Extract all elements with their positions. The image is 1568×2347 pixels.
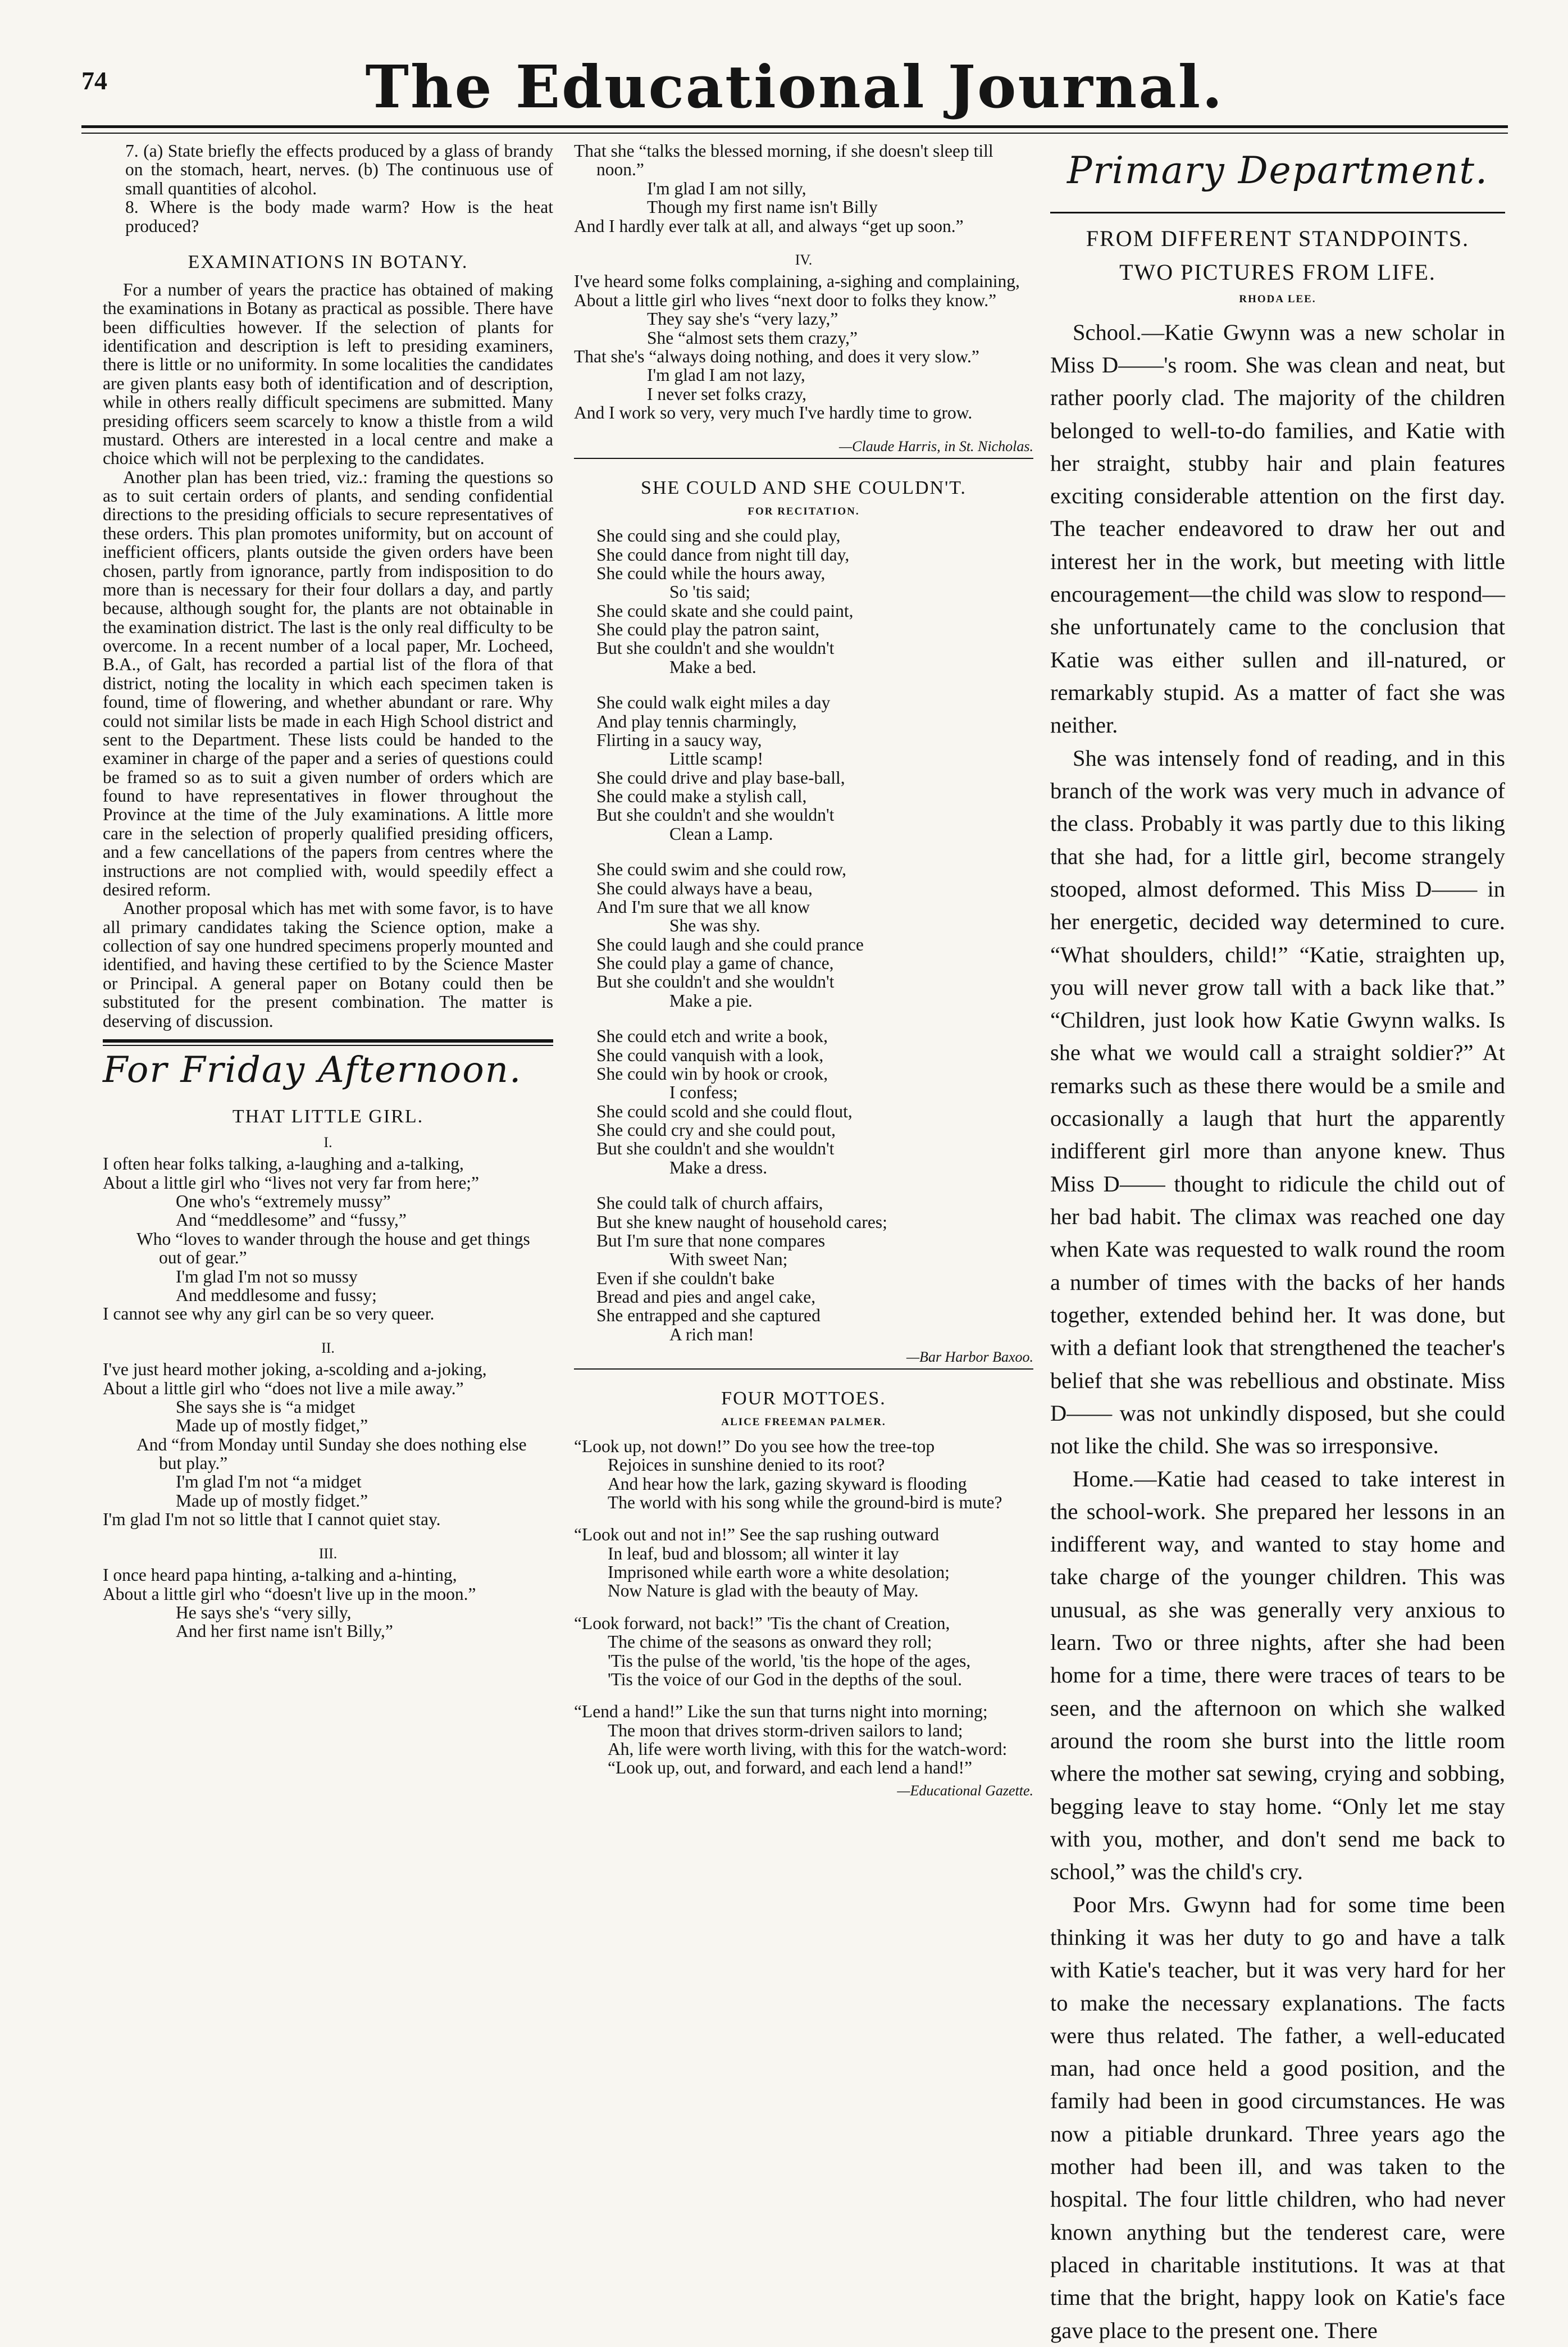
stanza-number: I. <box>323 1134 332 1150</box>
verse-line: And I hardly ever talk at all, and always “get up soon.” <box>574 216 964 236</box>
section-divider <box>574 458 1033 459</box>
stanza <box>103 1360 553 1529</box>
verse-line: Little scamp! <box>669 749 764 769</box>
verse-line: Flirting in a saucy way, <box>596 730 762 750</box>
story-byline: RHODA LEE. <box>1239 293 1316 306</box>
verse-line: And play tennis charmingly, <box>596 711 797 731</box>
verse-line: She could talk of church affairs, <box>596 1193 823 1213</box>
verse-line: That she's “always doing nothing, and does it very slow.” <box>574 346 979 366</box>
motto-stanza <box>574 1702 1033 1777</box>
attribution: —Bar Harbor Baxoo. <box>906 1349 1033 1366</box>
verse-line: The moon that drives storm-driven sailors to land; <box>608 1720 963 1740</box>
verse-line: She could etch and write a book, <box>596 1026 828 1047</box>
stanza <box>574 1194 1033 1344</box>
friday-afternoon-heading: For Friday Afternoon. <box>103 1049 522 1091</box>
story-paragraph: She was intensely fond of reading, and in this branch of the work was very much in advance of the class. Probably it was partly due to this liking that she had, for a little girl, become strangely stooped, almost deformed. This Miss D—— in her energetic, decided way determined to cure. “What shoulders, child!” “Katie, straighten up, you will never grow tall with a back like that.” “Children, just look how Katie Gwynn walks. Is she what we would call a straight soldier?” At remarks such as these there would be a smile and occasionally a laugh that hurt the apparently indifferent girl more than anyone knew. Thus Miss D—— thought to ridicule the child out of her bad habit. The climax was reached one day when Kate was requested to walk round the room a number of times with the backs of her hands together, extended behind her. It was done, but with a defiant look that strengthened the teacher's belief that she was rebellious and obstinate. Miss D—— was not unkindly disposed, but she could not like the child. She was so irresponsive. <box>1050 745 1505 1459</box>
verse-line: I confess; <box>669 1082 738 1103</box>
verse-line: About a little girl who lives “next door to folks they know.” <box>574 290 997 310</box>
verse-line: And meddlesome and fussy; <box>176 1285 377 1305</box>
section-rule <box>103 1039 553 1043</box>
story-subtitle: TWO PICTURES FROM LIFE. <box>1119 259 1436 285</box>
verse-line: She could laugh and she could prance <box>596 934 864 954</box>
verse-line: With sweet Nan; <box>669 1249 788 1270</box>
column-left <box>103 142 553 2096</box>
section-rule-thin <box>103 1045 553 1046</box>
verse-line: He says she's “very silly, <box>176 1602 352 1622</box>
verse-line: But she couldn't and she wouldn't <box>596 972 835 992</box>
verse-line: But she couldn't and she wouldn't <box>596 1139 835 1159</box>
stanza <box>574 1027 1033 1177</box>
stanza <box>574 860 1033 1010</box>
verse-line: I've just heard mother joking, a-scolding and a-joking, <box>103 1359 487 1380</box>
verse-line: “Look up, out, and forward, and each lend a hand!” <box>608 1758 972 1778</box>
verse-line: She could sing and she could play, <box>596 526 841 546</box>
verse-line: She could play the patron saint, <box>596 620 820 639</box>
verse-line: I'm glad I am not lazy, <box>647 365 805 385</box>
verse-line: I've heard some folks complaining, a-sighing and complaining, <box>574 271 1020 292</box>
verse-line: A rich man! <box>669 1324 754 1344</box>
verse-line: So 'tis said; <box>669 582 750 602</box>
verse-line: And hear how the lark, gazing skyward is flooding <box>608 1473 967 1494</box>
question-8: 8. Where is the body made warm? How is the heat produced? <box>125 197 553 236</box>
column-middle <box>574 142 1033 2096</box>
verse-line: Clean a Lamp. <box>669 824 773 844</box>
stanza <box>574 693 1033 843</box>
verse-line: I never set folks crazy, <box>647 384 806 404</box>
verse-line: Who “loves to wander through the house and get things out of gear.” <box>136 1229 535 1268</box>
poem-author: ALICE FREEMAN PALMER. <box>721 1416 886 1428</box>
verse-line: I often hear folks talking, a-laughing and a-talking, <box>103 1154 464 1174</box>
verse-line: Made up of mostly fidget,” <box>176 1416 368 1436</box>
section-rule <box>1050 212 1505 213</box>
verse-line: But I'm sure that none compares <box>596 1230 826 1250</box>
verse-line: Make a pie. <box>669 990 753 1011</box>
poem-title: THAT LITTLE GIRL. <box>232 1106 424 1127</box>
botany-paragraph: For a number of years the practice has obtained of making the examinations in Botany as practical as possible. There have been difficulties however. If the selection of plants for identification and description is left to presiding examiners, there is little or no uniformity. In some localities the candidates are given plants easy both of identification and of description, while in others really difficult specimens are submitted. Many presiding officers seem scarcely to know a thistle from a wild mustard. Others are interested in a local centre and make a choice which will not be perplexing to the candidates. <box>103 279 553 469</box>
verse-line: In leaf, bud and blossom; all winter it lay <box>608 1543 899 1563</box>
verse-line: Even if she couldn't bake <box>596 1268 775 1288</box>
verse-line: And her first name isn't Billy,” <box>176 1621 393 1641</box>
verse-line: They say she's “very lazy,” <box>647 309 838 329</box>
verse-line: Make a dress. <box>669 1157 768 1177</box>
verse-line: And “from Monday until Sunday she does nothing else but play.” <box>136 1434 531 1473</box>
poem-subheading: FOR RECITATION. <box>747 506 860 517</box>
verse-line: I once heard papa hinting, a-talking and a-hinting, <box>103 1565 457 1585</box>
verse-line: She could play a game of chance, <box>596 953 834 973</box>
verse-line: 'Tis the pulse of the world, 'tis the hope of the ages, <box>608 1650 971 1671</box>
question-7: 7. (a) State briefly the effects produced by a glass of brandy on the stomach, heart, nerves. (b) The continuous use of small quantities of alcohol. <box>125 141 553 198</box>
stanza <box>574 142 1033 235</box>
verse-line: She could vanquish with a look, <box>596 1045 824 1065</box>
masthead-rule <box>81 125 1508 128</box>
stanza <box>103 1566 553 1641</box>
verse-line: I'm glad I'm not so mussy <box>176 1266 358 1286</box>
stanza-number: III. <box>318 1545 338 1562</box>
primary-department-heading: Primary Department. <box>1066 149 1489 192</box>
verse-line: She could make a stylish call, <box>596 786 807 806</box>
verse-line: But she couldn't and she wouldn't <box>596 805 835 825</box>
verse-line: I'm glad I'm not so little that I cannot quiet stay. <box>103 1509 441 1530</box>
verse-line: She could while the hours away, <box>596 563 826 583</box>
verse-line: And I'm sure that we all know <box>596 897 810 917</box>
journal-title: The Educational Journal. <box>365 52 1224 121</box>
verse-line: She says she is “a midget <box>176 1397 355 1417</box>
stanza <box>574 526 1033 676</box>
verse-line: I cannot see why any girl can be so very queer. <box>103 1304 435 1324</box>
story-paragraph: Poor Mrs. Gwynn had for some time been thinking it was her duty to go and have a talk with Katie's teacher, but it was very hard for her to make the necessary explanations. The facts were thus related. The father, a well-educated man, had once held a good position, and the family had been in good circumstances. He was now a pitiable drunkard. Three years ago the mother had been ill, and was taken to the hospital. The four little children, who had never known anything but the tenderest care, were placed in charitable institutions. It was at that time that the bright, happy look on Katie's face gave place to the present one. There <box>1050 1891 1505 2343</box>
verse-line: About a little girl who “lives not very far from here;” <box>103 1172 480 1193</box>
verse-line: Now Nature is glad with the beauty of May. <box>608 1581 919 1601</box>
motto-stanza <box>574 1437 1033 1512</box>
stanza-number: IV. <box>795 251 813 268</box>
stanza <box>574 272 1033 422</box>
verse-line: The world with his song while the ground-bird is mute? <box>608 1492 1002 1512</box>
verse-line: She could dance from night till day, <box>596 544 850 565</box>
verse-line: She could win by hook or crook, <box>596 1063 828 1084</box>
verse-line: Bread and pies and angel cake, <box>596 1287 816 1307</box>
section-divider <box>574 1368 1033 1370</box>
stanza-number: II. <box>321 1339 335 1356</box>
verse-line: Ah, life were worth living, with this for the watch-word: <box>608 1739 1008 1759</box>
motto-stanza <box>574 1525 1033 1600</box>
page-number: 74 <box>81 66 107 95</box>
verse-line: About a little girl who “doesn't live up in the moon.” <box>103 1584 476 1604</box>
verse-line: But she knew naught of household cares; <box>596 1212 887 1232</box>
verse-line: She could always have a beau, <box>596 878 813 898</box>
masthead <box>81 53 1508 138</box>
verse-line: She could swim and she could row, <box>596 859 847 880</box>
verse-line: She could skate and she could paint, <box>596 601 854 621</box>
column-right <box>1050 142 1505 2343</box>
verse-line: “Look out and not in!” See the sap rushing outward <box>574 1525 939 1545</box>
verse-line: About a little girl who “does not live a mile away.” <box>103 1378 464 1398</box>
verse-line: That she “talks the blessed morning, if she doesn't sleep till noon.” <box>574 141 998 180</box>
attribution: —Claude Harris, in St. Nicholas. <box>839 438 1033 455</box>
verse-line: She entrapped and she captured <box>596 1306 821 1326</box>
verse-line: “Look forward, not back!” 'Tis the chant of Creation, <box>574 1613 950 1633</box>
verse-line: And “meddlesome” and “fussy,” <box>176 1210 407 1230</box>
story-paragraph: Home.—Katie had ceased to take interest in the school-work. She prepared her lessons in an indifferent way, and wanted to stay home and take charge of the younger children. This was unusual, as she was generally very anxious to learn. Two or three nights, after she had been home for a time, there were traces of tears to be seen, and the afternoon on which she walked around the room she burst into the little room where the mother sat sewing, crying and sobbing, begging leave to stay home. “Only let me stay with you, mother, and don't send me back to school,” was the child's cry. <box>1050 1466 1505 1885</box>
verse-line: One who's “extremely mussy” <box>176 1191 391 1212</box>
verse-line: “Look up, not down!” Do you see how the tree-top <box>574 1436 935 1456</box>
verse-line: Rejoices in sunshine denied to its root? <box>608 1455 885 1475</box>
verse-line: She could cry and she could pout, <box>596 1120 836 1140</box>
verse-line: But she couldn't and she wouldn't <box>596 638 835 658</box>
verse-line: I'm glad I'm not “a midget <box>176 1472 362 1492</box>
story-title: FROM DIFFERENT STANDPOINTS. <box>1086 226 1470 252</box>
verse-line: Imprisoned while earth wore a white desolation; <box>608 1562 950 1582</box>
verse-line: The chime of the seasons as onward they roll; <box>608 1632 932 1652</box>
verse-line: She could walk eight miles a day <box>596 693 831 713</box>
verse-line: Made up of mostly fidget.” <box>176 1490 368 1511</box>
motto-stanza <box>574 1614 1033 1689</box>
verse-line: And I work so very, very much I've hardly time to grow. <box>574 403 973 423</box>
verse-line: 'Tis the voice of our God in the depths of the soul. <box>608 1669 962 1689</box>
botany-paragraph: Another plan has been tried, viz.: framing the questions so as to suit certain orders of plants, and sending confidential directions to the presiding officials to secure representatives of these orders. This plan promotes uniformity, but on account of inefficient officers, plants outside the given orders have been chosen, partly from ignorance, partly from indisposition to do more than is necessary for their four dollars a day, and partly because, although sought for, the plants are not obtainable in the examination district. The last is the only real difficulty to be overcome. In a recent number of a local paper, Mr. Locheed, B.A., of Galt, has recorded a partial list of the flora of that district, noting the locality in which each specimen taken is found, time of flowering, and whether abundant or rare. Why could not similar lists be made in each High School district and sent to the Department. These lists could be handed to the examiner in charge of the paper and a series of questions could be framed so as to suit a given number of orders which are found to have representatives in flower throughout the Province at the time of the July examinations. A little more care in the selection of properly qualified presiding officers, and a few cancellations of the papers from centres where the instructions are not complied with, would speedily effect a desired reform. <box>103 467 553 899</box>
verse-line: I'm glad I am not silly, <box>647 178 806 198</box>
verse-line: Make a bed. <box>669 657 756 677</box>
stanza <box>103 1154 553 1323</box>
verse-line: She was shy. <box>669 916 760 936</box>
verse-line: She “almost sets them crazy,” <box>647 328 858 348</box>
story-paragraph: School.—Katie Gwynn was a new scholar in Miss D——'s room. She was clean and neat, but rather poorly clad. The majority of the children belonged to well-to-do families, and Katie with her straight, stubby hair and plain features exciting considerable attention on the first day. The teacher endeavored to draw her out and interest her in the work, but meeting with little encouragement—the child was slow to respond—she unfortunately came to the conclusion that Katie was either sullen and ill-natured, or remarkably stupid. As a matter of fact she was neither. <box>1050 319 1505 738</box>
masthead-rule-thin <box>81 133 1508 134</box>
poem-title: SHE COULD AND SHE COULDN'T. <box>641 477 967 498</box>
botany-paragraph: Another proposal which has met with some favor, is to have all primary candidates taking the Science option, make a collection of say one hundred specimens properly mounted and identified, and having these certified to by the Science Master or Principal. A general paper on Botany could then be substituted for the present combination. The matter is deserving of discussion. <box>103 898 553 1031</box>
verse-line: “Lend a hand!” Like the sun that turns night into morning; <box>574 1702 988 1722</box>
botany-heading: EXAMINATIONS IN BOTANY. <box>188 251 468 272</box>
verse-line: She could drive and play base-ball, <box>596 767 845 788</box>
poem-title: FOUR MOTTOES. <box>721 1388 886 1409</box>
verse-line: She could scold and she could flout, <box>596 1101 853 1121</box>
verse-line: Though my first name isn't Billy <box>647 197 878 217</box>
attribution: —Educational Gazette. <box>897 1782 1033 1799</box>
